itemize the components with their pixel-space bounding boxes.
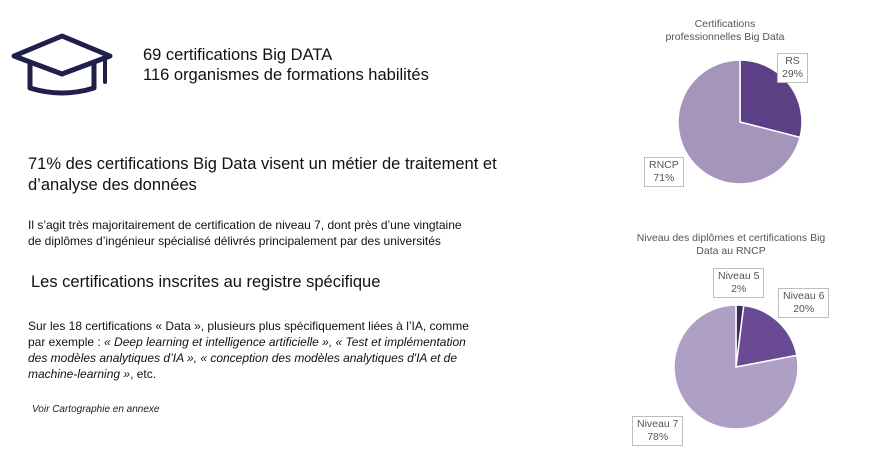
stat-organismes: 116 organismes de formations habilités <box>143 66 429 84</box>
rs-line2-italic: « Deep learning et intelligence artificielle », « Test et implémentation <box>104 335 466 349</box>
chart2-label-niveau6-pct: 20% <box>793 303 815 315</box>
chart2-title-line2: Data au RNCP <box>696 245 766 257</box>
chart1-title-line2: professionnelles Big Data <box>665 31 785 43</box>
chart1-label-rs-pct: 29% <box>782 68 804 80</box>
chart2-pie <box>666 297 806 437</box>
rs-line2-prefix: par exemple : <box>28 335 105 349</box>
chart1-label-rncp-name: RNCP <box>649 159 679 171</box>
chart2-label-niveau5-name: Niveau 5 <box>718 270 760 282</box>
body-line1: Il s’agit très majoritairement de certification de niveau 7, dont près d’une vingtaine <box>28 218 462 232</box>
graduation-cap-icon <box>10 30 115 100</box>
chart1-label-rs-name: RS <box>785 55 800 67</box>
rs-line4-suffix: , etc. <box>130 367 157 381</box>
headline-line1: 71% des certifications Big Data visent un métier de traitement et <box>28 155 497 173</box>
chart1-label-rs <box>777 53 808 83</box>
rs-line4-italic: machine-learning » <box>28 367 131 381</box>
headline-line2: d’analyse des données <box>28 176 197 194</box>
chart1-label-rncp-pct: 71% <box>653 172 675 184</box>
annex-note: Voir Cartographie en annexe <box>32 404 160 415</box>
chart2-label-niveau5-pct: 2% <box>731 283 747 295</box>
chart2-title <box>614 232 848 258</box>
chart2-label-niveau7-pct: 78% <box>647 431 669 443</box>
chart1-label-rncp <box>644 157 684 187</box>
rs-line2 <box>28 335 466 351</box>
chart2-label-niveau7 <box>632 416 683 446</box>
chart2-title-line1: Niveau des diplômes et certifications Big <box>636 232 826 244</box>
chart2-label-niveau7-name: Niveau 7 <box>637 418 679 430</box>
body-line2: de diplômes d’ingénieur spécialisé délivrés principalement par des universités <box>28 234 441 248</box>
rs-line1: Sur les 18 certifications « Data », plusieurs plus spécifiquement liées à l’IA, comme <box>28 319 469 333</box>
chart2-label-niveau6-name: Niveau 6 <box>783 290 825 302</box>
section-heading-registre: Les certifications inscrites au registre spécifique <box>31 273 381 291</box>
chart1-title-line1: Certifications <box>694 18 756 30</box>
rs-line4 <box>28 367 156 383</box>
chart2-label-niveau6 <box>778 288 829 318</box>
stat-certifications: 69 certifications Big DATA <box>143 46 333 64</box>
chart2-label-niveau5 <box>713 268 764 298</box>
rs-line3: des modèles analytiques d’IA », « conception des modèles analytiques d'IA et de <box>28 351 458 365</box>
chart1-title <box>640 18 810 44</box>
